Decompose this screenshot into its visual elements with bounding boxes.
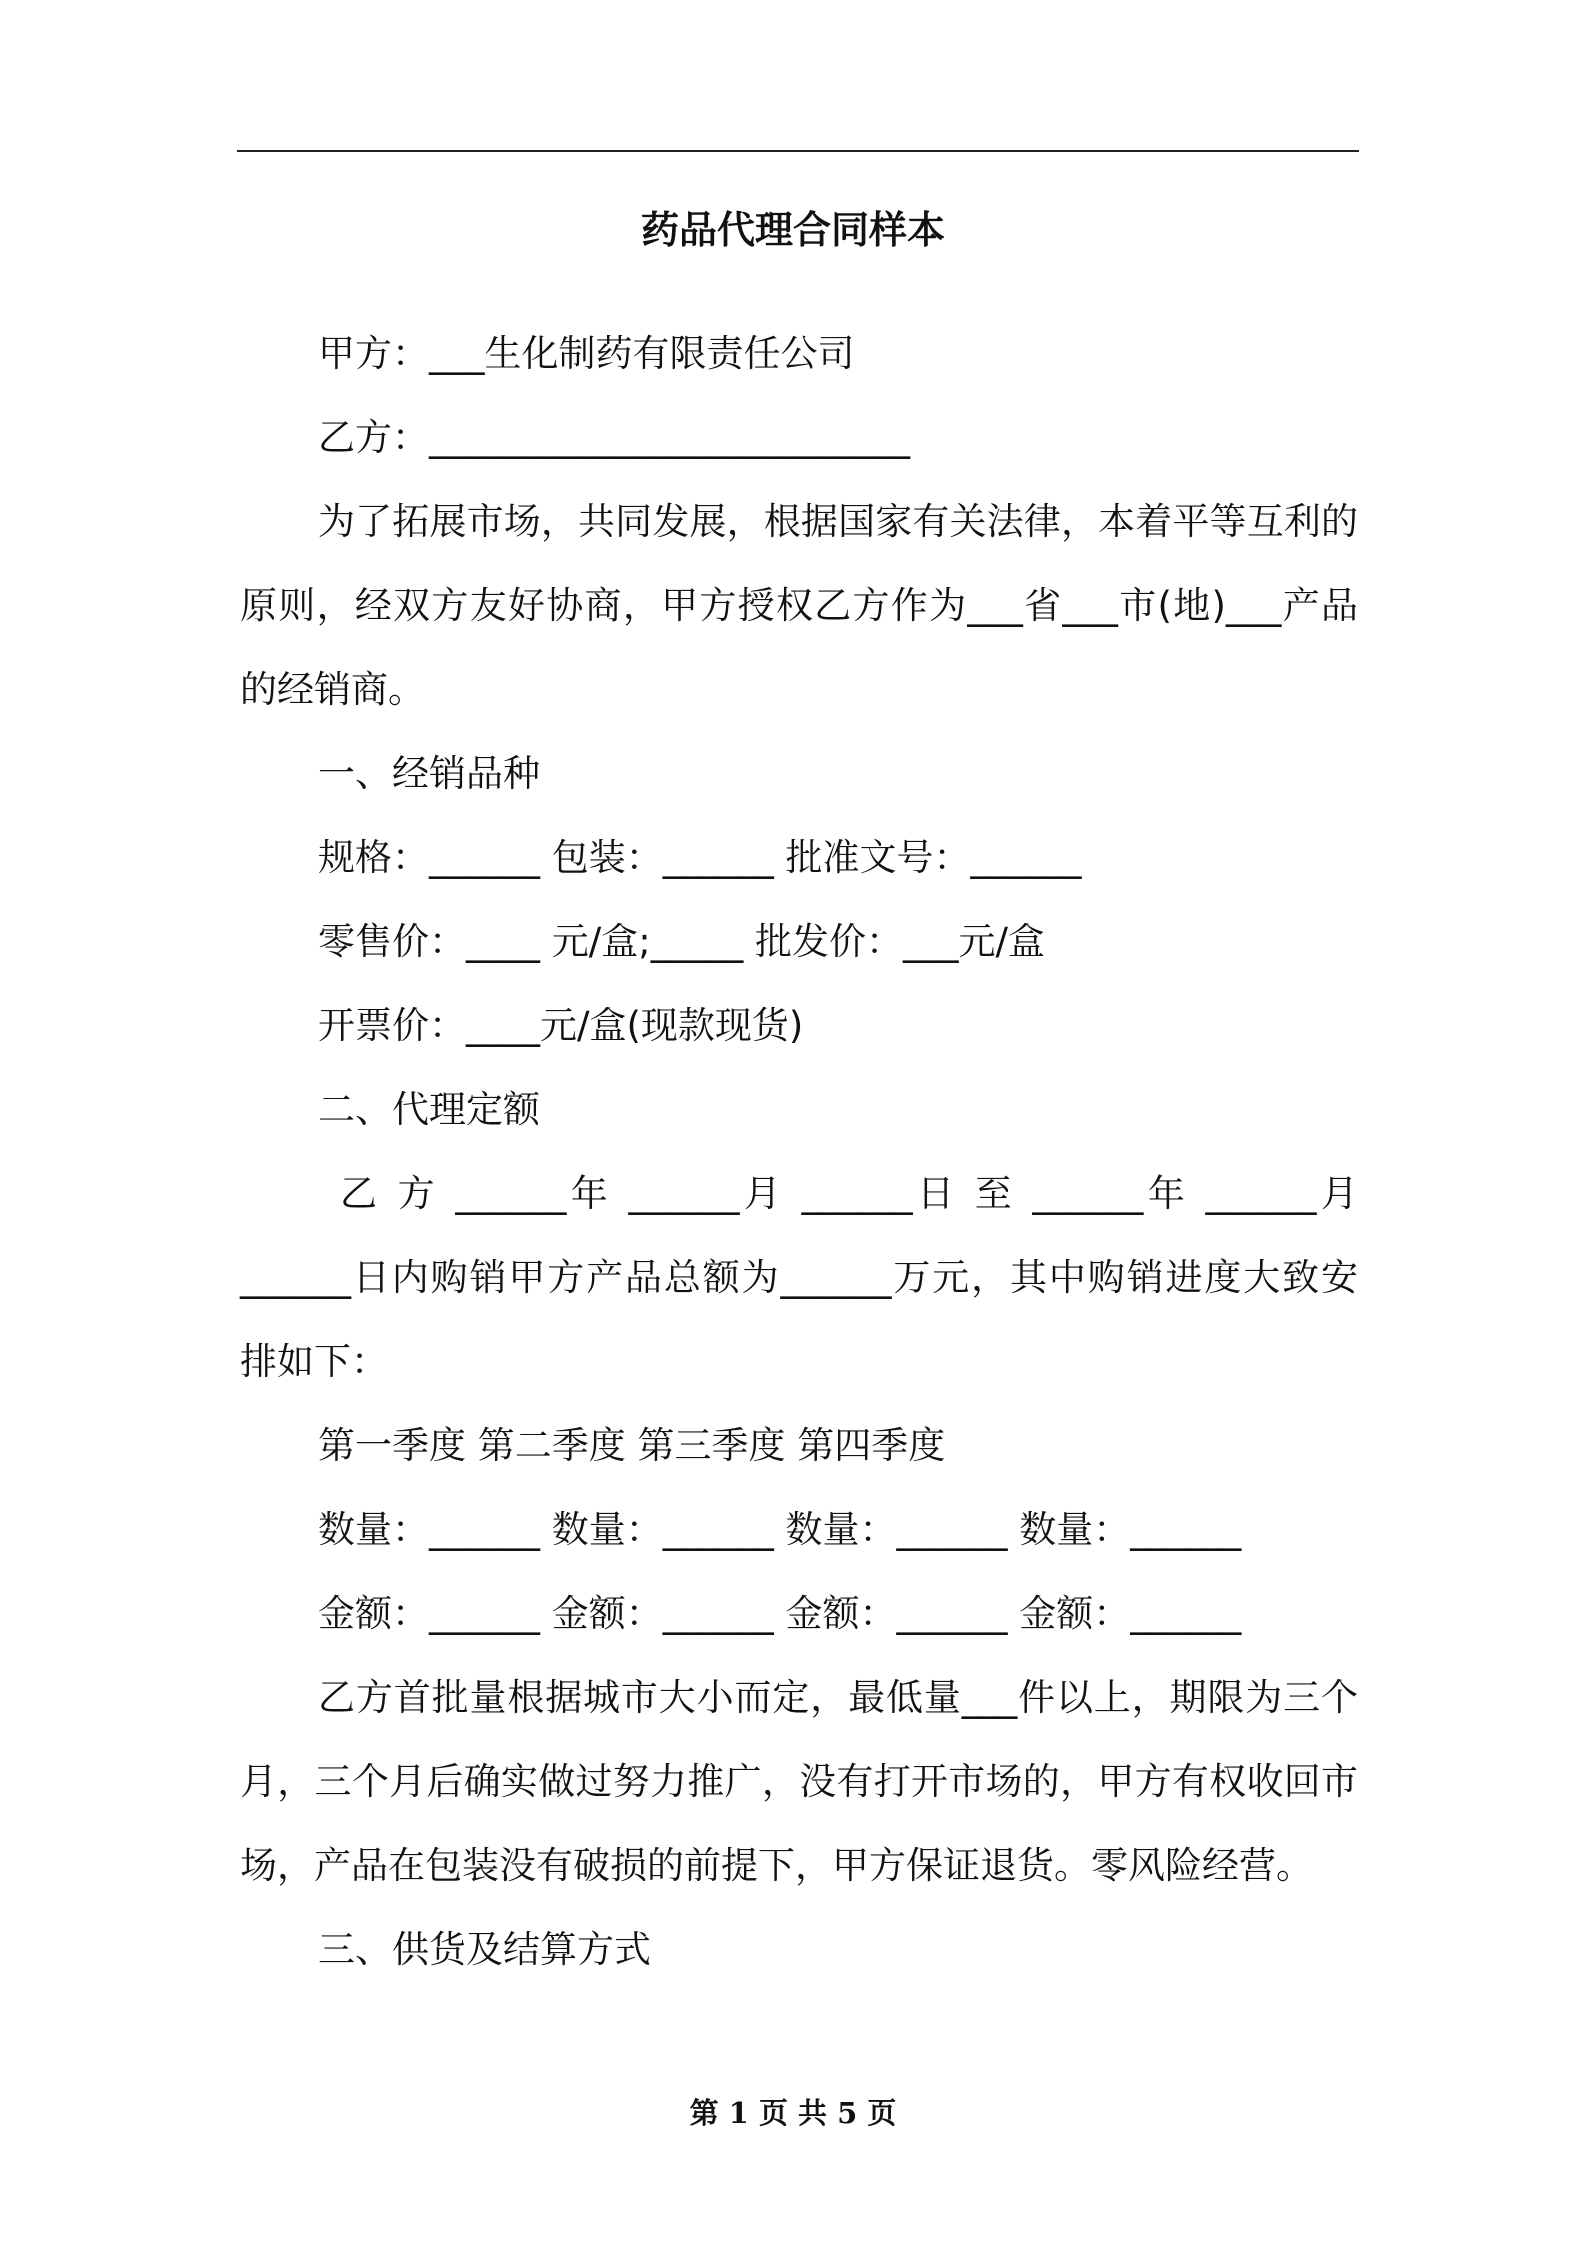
invoice-price-line: 开票价：____元/盒(现款现货) (318, 1004, 804, 1047)
quota-line-2: ______日内购销甲方产品总额为______万元，其中购销进度大致安 (240, 1256, 1358, 1299)
quantity-row: 数量：______ 数量：______ 数量：______ 数量：______ (318, 1508, 1242, 1551)
spec-line: 规格：______ 包装：______ 批准文号：______ (318, 836, 1082, 879)
document-title: 药品代理合同样本 (640, 208, 945, 252)
section-2-heading: 二、代理定额 (318, 1088, 540, 1131)
section-3-heading: 三、供货及结算方式 (318, 1928, 651, 1971)
terms-line-3: 场，产品在包装没有破损的前提下，甲方保证退货。零风险经营。 (240, 1844, 1313, 1887)
party-a-line: 甲方：___生化制药有限责任公司 (318, 332, 855, 375)
quota-line-1: 乙 方 ______年 ______月 ______日 至 ______年 ______月 (340, 1172, 1359, 1215)
section-1-heading: 一、经销品种 (318, 752, 540, 795)
price-line: 零售价：____ 元/盒;_____ 批发价：___元/盒 (318, 920, 1045, 963)
intro-line-2: 原则，经双方友好协商，甲方授权乙方作为___省___市(地)___产品 (240, 584, 1358, 627)
terms-line-2: 月，三个月后确实做过努力推广，没有打开市场的，甲方有权收回市 (240, 1760, 1358, 1803)
amount-row: 金额：______ 金额：______ 金额：______ 金额：______ (318, 1592, 1242, 1635)
intro-line-1: 为了拓展市场，共同发展，根据国家有关法律，本着平等互利的 (318, 500, 1358, 543)
page-footer: 第 1 页 共 5 页 (689, 2096, 897, 2130)
quota-line-3: 排如下： (240, 1340, 388, 1383)
party-b-line: 乙方：__________________________ (318, 416, 910, 459)
quarters-row: 第一季度 第二季度 第三季度 第四季度 (318, 1424, 946, 1467)
intro-line-3: 的经销商。 (240, 668, 425, 711)
terms-line-1: 乙方首批量根据城市大小而定，最低量___件以上，期限为三个 (318, 1676, 1358, 1719)
header-rule (237, 150, 1359, 152)
